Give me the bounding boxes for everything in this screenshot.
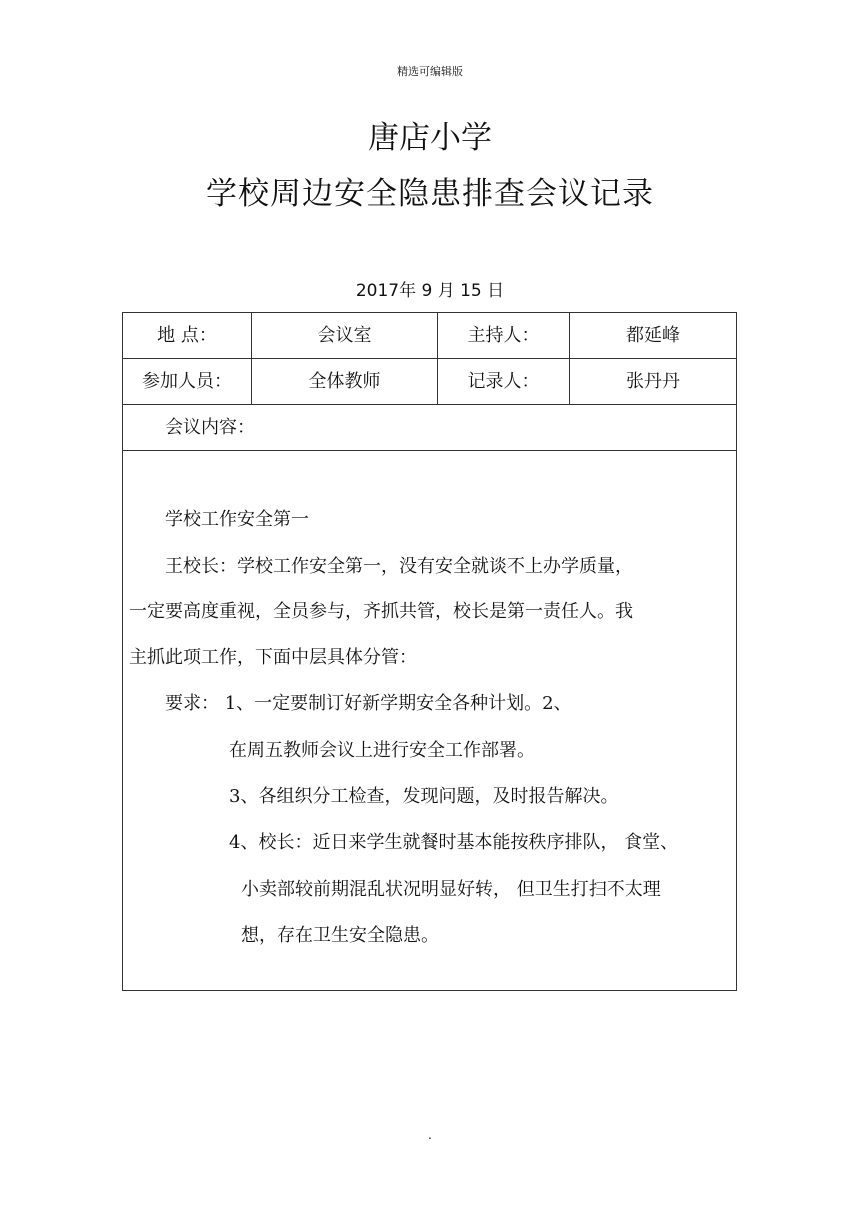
content-line: 在周五教师会议上进行安全工作部署。 <box>229 740 535 761</box>
content-label: 会议内容： <box>165 417 255 438</box>
host-value: 都延峰 <box>626 325 680 346</box>
attendees-value: 全体教师 <box>308 371 381 392</box>
host-label: 主持人： <box>467 325 540 346</box>
content-line: 想，存在卫生安全隐患。 <box>241 925 439 946</box>
school-title: 唐店小学 <box>368 120 492 156</box>
content-line: 3、各组织分工检查，发现问题，及时报告解决。 <box>229 786 619 807</box>
content-line: 小卖部较前期混乱状况明显好转， 但卫生打扫不太理 <box>241 879 661 900</box>
watermark-text: 精选可编辑版 <box>397 65 463 78</box>
content-line: 王校长：学校工作安全第一，没有安全就谈不上办学质量， <box>165 556 633 577</box>
meeting-date: 2017年 9 月 15 日 <box>355 281 505 301</box>
location-label: 地 点： <box>157 325 217 346</box>
content-line: 要求： 1、一定要制订好新学期安全各种计划。2、 <box>165 693 572 714</box>
content-line: 主抓此项工作，下面中层具体分管： <box>129 647 417 668</box>
content-line: 一定要高度重视，全员参与，齐抓共管，校长是第一责任人。我 <box>129 601 633 622</box>
meeting-record-table <box>122 312 737 991</box>
recorder-label: 记录人： <box>467 371 540 392</box>
footer-mark: . <box>428 1128 432 1142</box>
recorder-value: 张丹丹 <box>626 371 680 392</box>
location-value: 会议室 <box>317 325 372 346</box>
document-title: 学校周边安全隐患排查会议记录 <box>206 176 654 212</box>
attendees-label: 参加人员： <box>142 371 232 392</box>
content-line: 学校工作安全第一 <box>165 509 309 530</box>
content-line: 4、校长：近日来学生就餐时基本能按秩序排队， 食堂、 <box>229 832 679 853</box>
